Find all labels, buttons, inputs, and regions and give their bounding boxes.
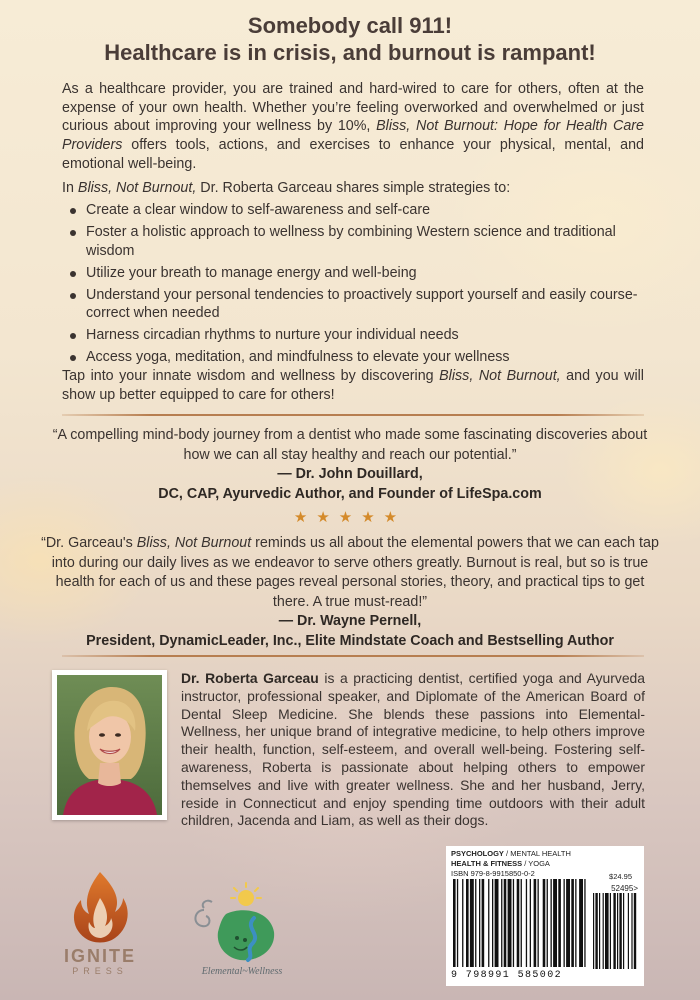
barcode-bar (479, 879, 480, 967)
barcode-bar (457, 879, 458, 967)
category-primary: HEALTH & FITNESS (451, 858, 523, 868)
barcode-bar (492, 879, 493, 967)
barcode-bar (551, 879, 552, 967)
barcode-bar (475, 879, 476, 967)
brand-logo (182, 880, 302, 990)
intro-text-end: offers tools, actions, and exercises to enhance your physical, mental, and emotional well-being. (62, 137, 644, 172)
strategy-list (62, 201, 644, 370)
lead-prefix: In (62, 180, 78, 196)
testimonial-author-title: DC, CAP, Ayurvedic Author, and Founder of LifeSpa.com (158, 485, 542, 502)
closing-paragraph (62, 367, 644, 404)
barcode-supplement-bar (595, 893, 597, 969)
barcode-supplement-bar (617, 893, 618, 969)
barcode-bar (558, 879, 561, 967)
divider-top (62, 414, 644, 416)
barcode-bar (543, 879, 546, 967)
category-primary: PSYCHOLOGY (451, 849, 504, 858)
headline-line-2: Healthcare is in crisis, and burnout is rampant! (104, 40, 596, 65)
barcode-supplement-bar (613, 893, 615, 969)
testimonial-author: — Dr. John Douillard, (277, 466, 423, 482)
brand-name: Elemental~Wellness (201, 966, 283, 977)
barcode-bar (526, 879, 527, 967)
barcode-bar (571, 879, 574, 967)
elemental-wellness-icon (182, 880, 302, 966)
author-photo (52, 670, 167, 820)
barcode-bar (566, 879, 570, 967)
barcode-supplement-bar (628, 893, 629, 969)
flame-icon (55, 868, 145, 946)
barcode-supplement: 52495> (611, 884, 638, 893)
barcode-bar (466, 879, 469, 967)
barcode-panel (446, 846, 644, 986)
divider-bottom (62, 655, 644, 657)
barcode-bar (575, 879, 576, 967)
testimonial-quote: “A compelling mind-body journey from a dentist who made some fascinating discoveries about how we can all stay healthy and reach our potential.” (52, 427, 648, 463)
barcode-supplement-bar (593, 893, 594, 969)
testimonial-quote-start: “Dr. Garceau's (41, 535, 137, 551)
barcode-bar (501, 879, 502, 967)
barcode-supplement-bar (619, 893, 621, 969)
barcode-supplement-bar (634, 893, 636, 969)
closing-text: Tap into your innate wisdom and wellness by discovering (62, 368, 440, 384)
list-item: Harness circadian rhythms to nurture your individual needs (62, 326, 644, 345)
barcode-bar (495, 879, 499, 967)
barcode-bar (521, 879, 522, 967)
barcode-supplement-bar (605, 893, 609, 969)
barcode-supplement-bar (623, 893, 624, 969)
barcode-bar (534, 879, 537, 967)
list-item: Utilize your breath to manage energy and well-being (62, 264, 644, 283)
barcode-bar (504, 879, 507, 967)
barcode-bar (538, 879, 539, 967)
barcode-bar (564, 879, 565, 967)
closing-text-end: and you will show up better equipped to care for others! (62, 368, 644, 403)
barcode-supplement-bar (631, 893, 632, 969)
barcode-bar (530, 879, 531, 967)
barcode-digits: 9 798991 585002 (451, 970, 563, 981)
lead-book-title: Bliss, Not Burnout, (77, 180, 197, 196)
headline-line-1: Somebody call 911! (247, 13, 453, 38)
isbn: ISBN 979-8-9915850-0-2 (451, 869, 535, 878)
barcode-bar (488, 879, 489, 967)
testimonial-book-title: Bliss, Not Burnout (136, 535, 252, 551)
closing-book-title: Bliss, Not Burnout, (439, 368, 561, 384)
price: $24.95 (609, 872, 632, 881)
barcode-bar (462, 879, 463, 967)
barcode-bar (553, 879, 557, 967)
barcode-supplement-bar (610, 893, 611, 969)
barcode-supplement-bar (599, 893, 600, 969)
barcode-bar (517, 879, 520, 967)
intro-paragraph (62, 80, 644, 174)
testimonial-2 (40, 534, 660, 651)
barcode-bar (579, 879, 583, 967)
barcode-bar (470, 879, 474, 967)
testimonial-author-title: President, DynamicLeader, Inc., Elite Mindstate Coach and Bestselling Author (86, 632, 614, 649)
list-item: Understand your personal tendencies to proactively support yourself and easily course-correct when needed (62, 286, 644, 323)
barcode-bar (508, 879, 512, 967)
author-name: Dr. Roberta Garceau (181, 670, 319, 686)
lead-paragraph (62, 179, 644, 198)
barcode-bar (584, 879, 585, 967)
intro-book-title: Bliss, Not Burnout: Hope for Health Care Providers (62, 118, 644, 154)
testimonial-text (40, 534, 660, 612)
testimonial-text (40, 426, 660, 465)
barcode-bar (453, 879, 456, 967)
testimonial-quote-end: reminds us all about the elemental powers that we can each tap into during our daily lives as we endeavor to serve others greatly. Burnout is real, but so is true health for each of us and these pages reveal personal stories, theory, and practical tips to get there. A true must-read!” (51, 535, 659, 610)
publisher-name: IGNITE (63, 946, 136, 966)
testimonial-author: — Dr. Wayne Pernell, (278, 613, 422, 629)
category-secondary: / MENTAL HEALTH (503, 849, 571, 858)
barcode-icon (451, 879, 639, 969)
category-secondary: / YOGA (522, 858, 550, 868)
intro-text: As a healthcare provider, you are trained and hard-wired to care for others, often at the expense of your own health. Whether you’re feeling overworked and overwhelmed or just curious about improving your wellness by 10%, (62, 81, 644, 135)
category-line-2 (451, 859, 639, 869)
lead-text: Dr. Roberta Garceau shares simple strategies to: (196, 180, 511, 196)
barcode-bar (513, 879, 514, 967)
author-bio-text: is a practicing dentist, certified yoga and Ayurveda instructor, professional speaker, and Diplomate of the American Board of Dental Sleep Medicine. She blends these passions into Elemental-Wellness, her unique brand of integrative medicine, to help others improve their health, function, self-esteem, and overall well-being. Fostering self-awareness, Roberta is passionate about helping others to empower themselves and live with greater wellness. She and her husband, Jerry, reside in Connecticut and enjoy spending time outdoors with their adult children, Jacenda and Liam, as well as their dogs. (181, 670, 646, 829)
testimonial-1 (40, 426, 660, 504)
barcode-bar (547, 879, 548, 967)
barcode-supplement-bar (603, 893, 604, 969)
list-item: Foster a holistic approach to wellness by combining Western science and traditional wisdom (62, 223, 644, 260)
author-portrait-icon (57, 675, 162, 815)
category-line-1 (451, 849, 639, 859)
author-bio (181, 670, 645, 830)
publisher-logo (55, 868, 145, 978)
list-item: Create a clear window to self-awareness and self-care (62, 201, 644, 220)
headline (0, 12, 700, 66)
rating-stars: ★★★★★ (293, 509, 407, 526)
barcode-bar (482, 879, 485, 967)
list-item: Access yoga, meditation, and mindfulness to elevate your wellness (62, 348, 644, 367)
publisher-subname: PRESS (72, 966, 128, 976)
